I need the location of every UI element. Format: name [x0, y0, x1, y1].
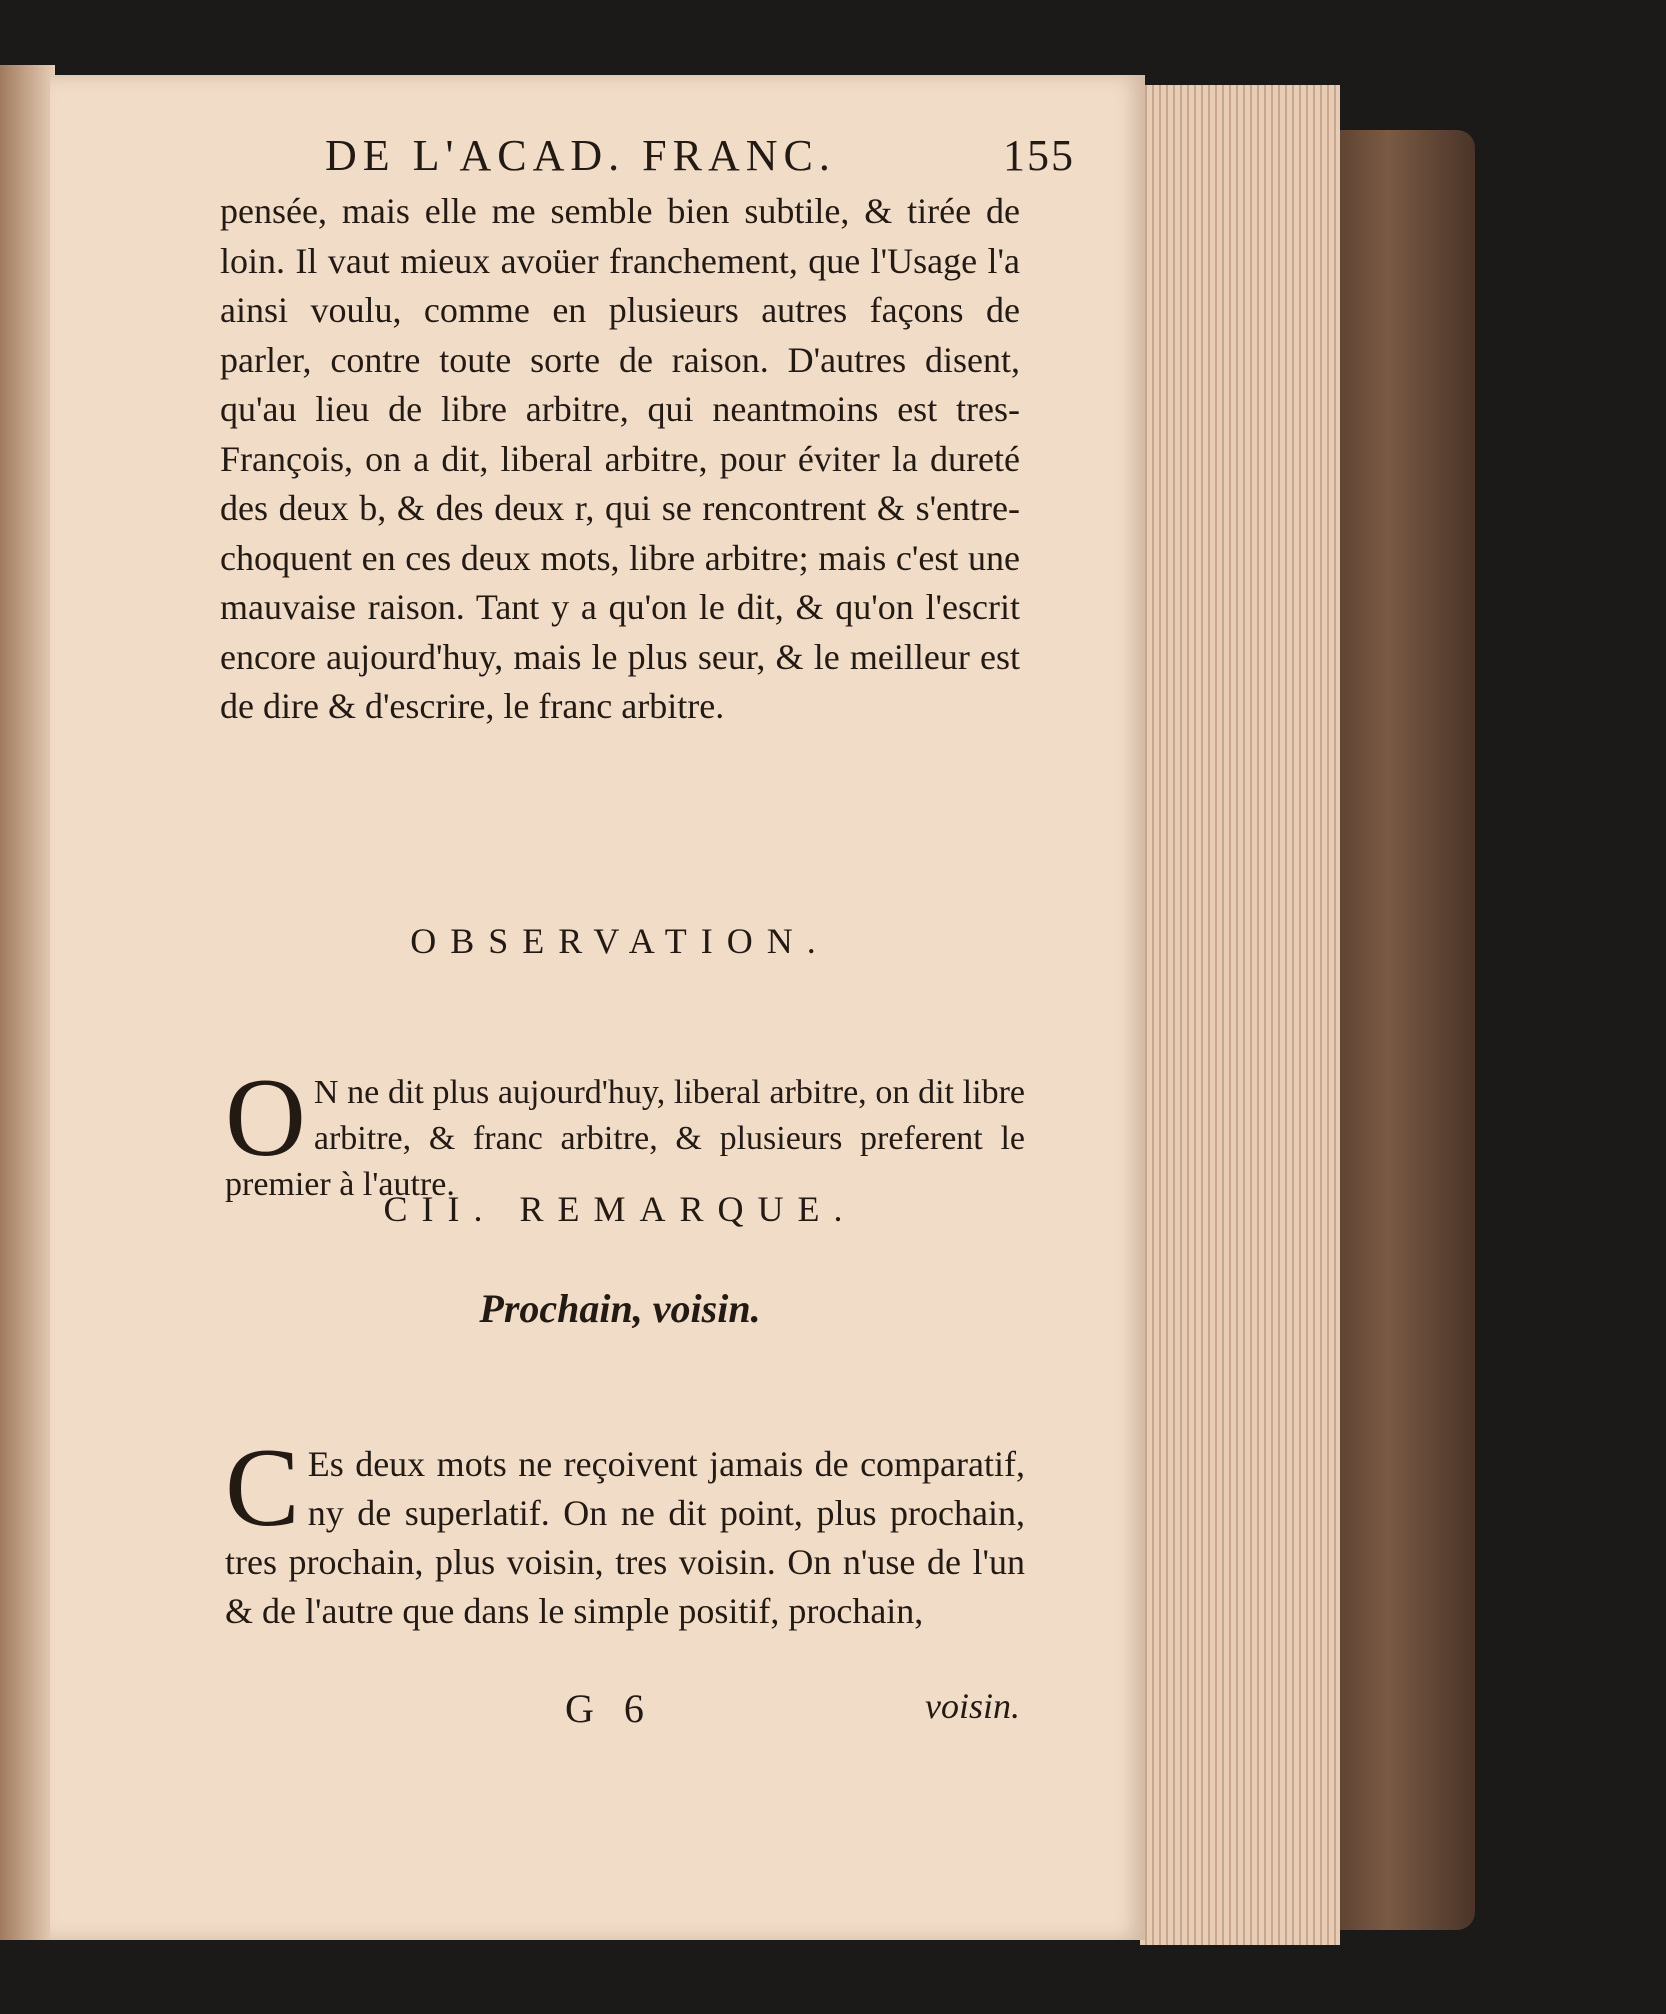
remarque-paragraph [225, 1426, 1025, 1636]
catchword: voisin. [925, 1686, 1020, 1726]
remarque-subheading: Prochain, voisin. [479, 1286, 761, 1331]
facing-page-edge [0, 65, 55, 1940]
dropcap-c: C [225, 1426, 300, 1550]
dropcap-o: O [225, 1056, 306, 1180]
page-number: 155 [1003, 131, 1075, 180]
observation-text: N ne dit plus aujourd'huy, liberal arbitre, on dit libre arbitre, & franc arbitre, & plusieurs preferent le premier à l'autre. [225, 1074, 1025, 1203]
open-book [0, 55, 1480, 1940]
book-cover-edge [1330, 130, 1475, 1930]
signature-mark: G 6 [565, 1686, 654, 1731]
observation-heading: OBSERVATION. [410, 921, 830, 961]
running-head [325, 130, 1075, 181]
book-page [50, 75, 1145, 1940]
remarque-text: Es deux mots ne reçoivent jamais de comparatif, ny de superlatif. On ne dit point, plus prochain, tres prochain, plus voisin, tres voisin. On n'use de l'un & de l'autre que dans le simple positif, prochain, [225, 1444, 1025, 1631]
remarque-heading: CII. REMARQUE. [383, 1189, 857, 1229]
page-edges [1140, 85, 1340, 1945]
running-head-title: DE L'ACAD. FRANC. [325, 131, 836, 180]
paragraph-continuation: pensée, mais elle me semble bien subtile, & tirée de loin. Il vaut mieux avoüer franchement, que l'Usage l'a ainsi voulu, comme en plusieurs autres façons de parler, contre toute sorte de raison. D'autres disent, qu'au lieu de libre arbitre, qui neantmoins est tres-François, on a dit, liberal arbitre, pour éviter la dureté des deux b, & des deux r, qui se rencontrent & s'entre-choquent en ces deux mots, libre arbitre; mais c'est une mauvaise raison. Tant y a qu'on le dit, & qu'on l'escrit encore aujourd'huy, mais le plus seur, & le meilleur est de dire & d'escrire, le franc arbitre. [220, 191, 1020, 726]
